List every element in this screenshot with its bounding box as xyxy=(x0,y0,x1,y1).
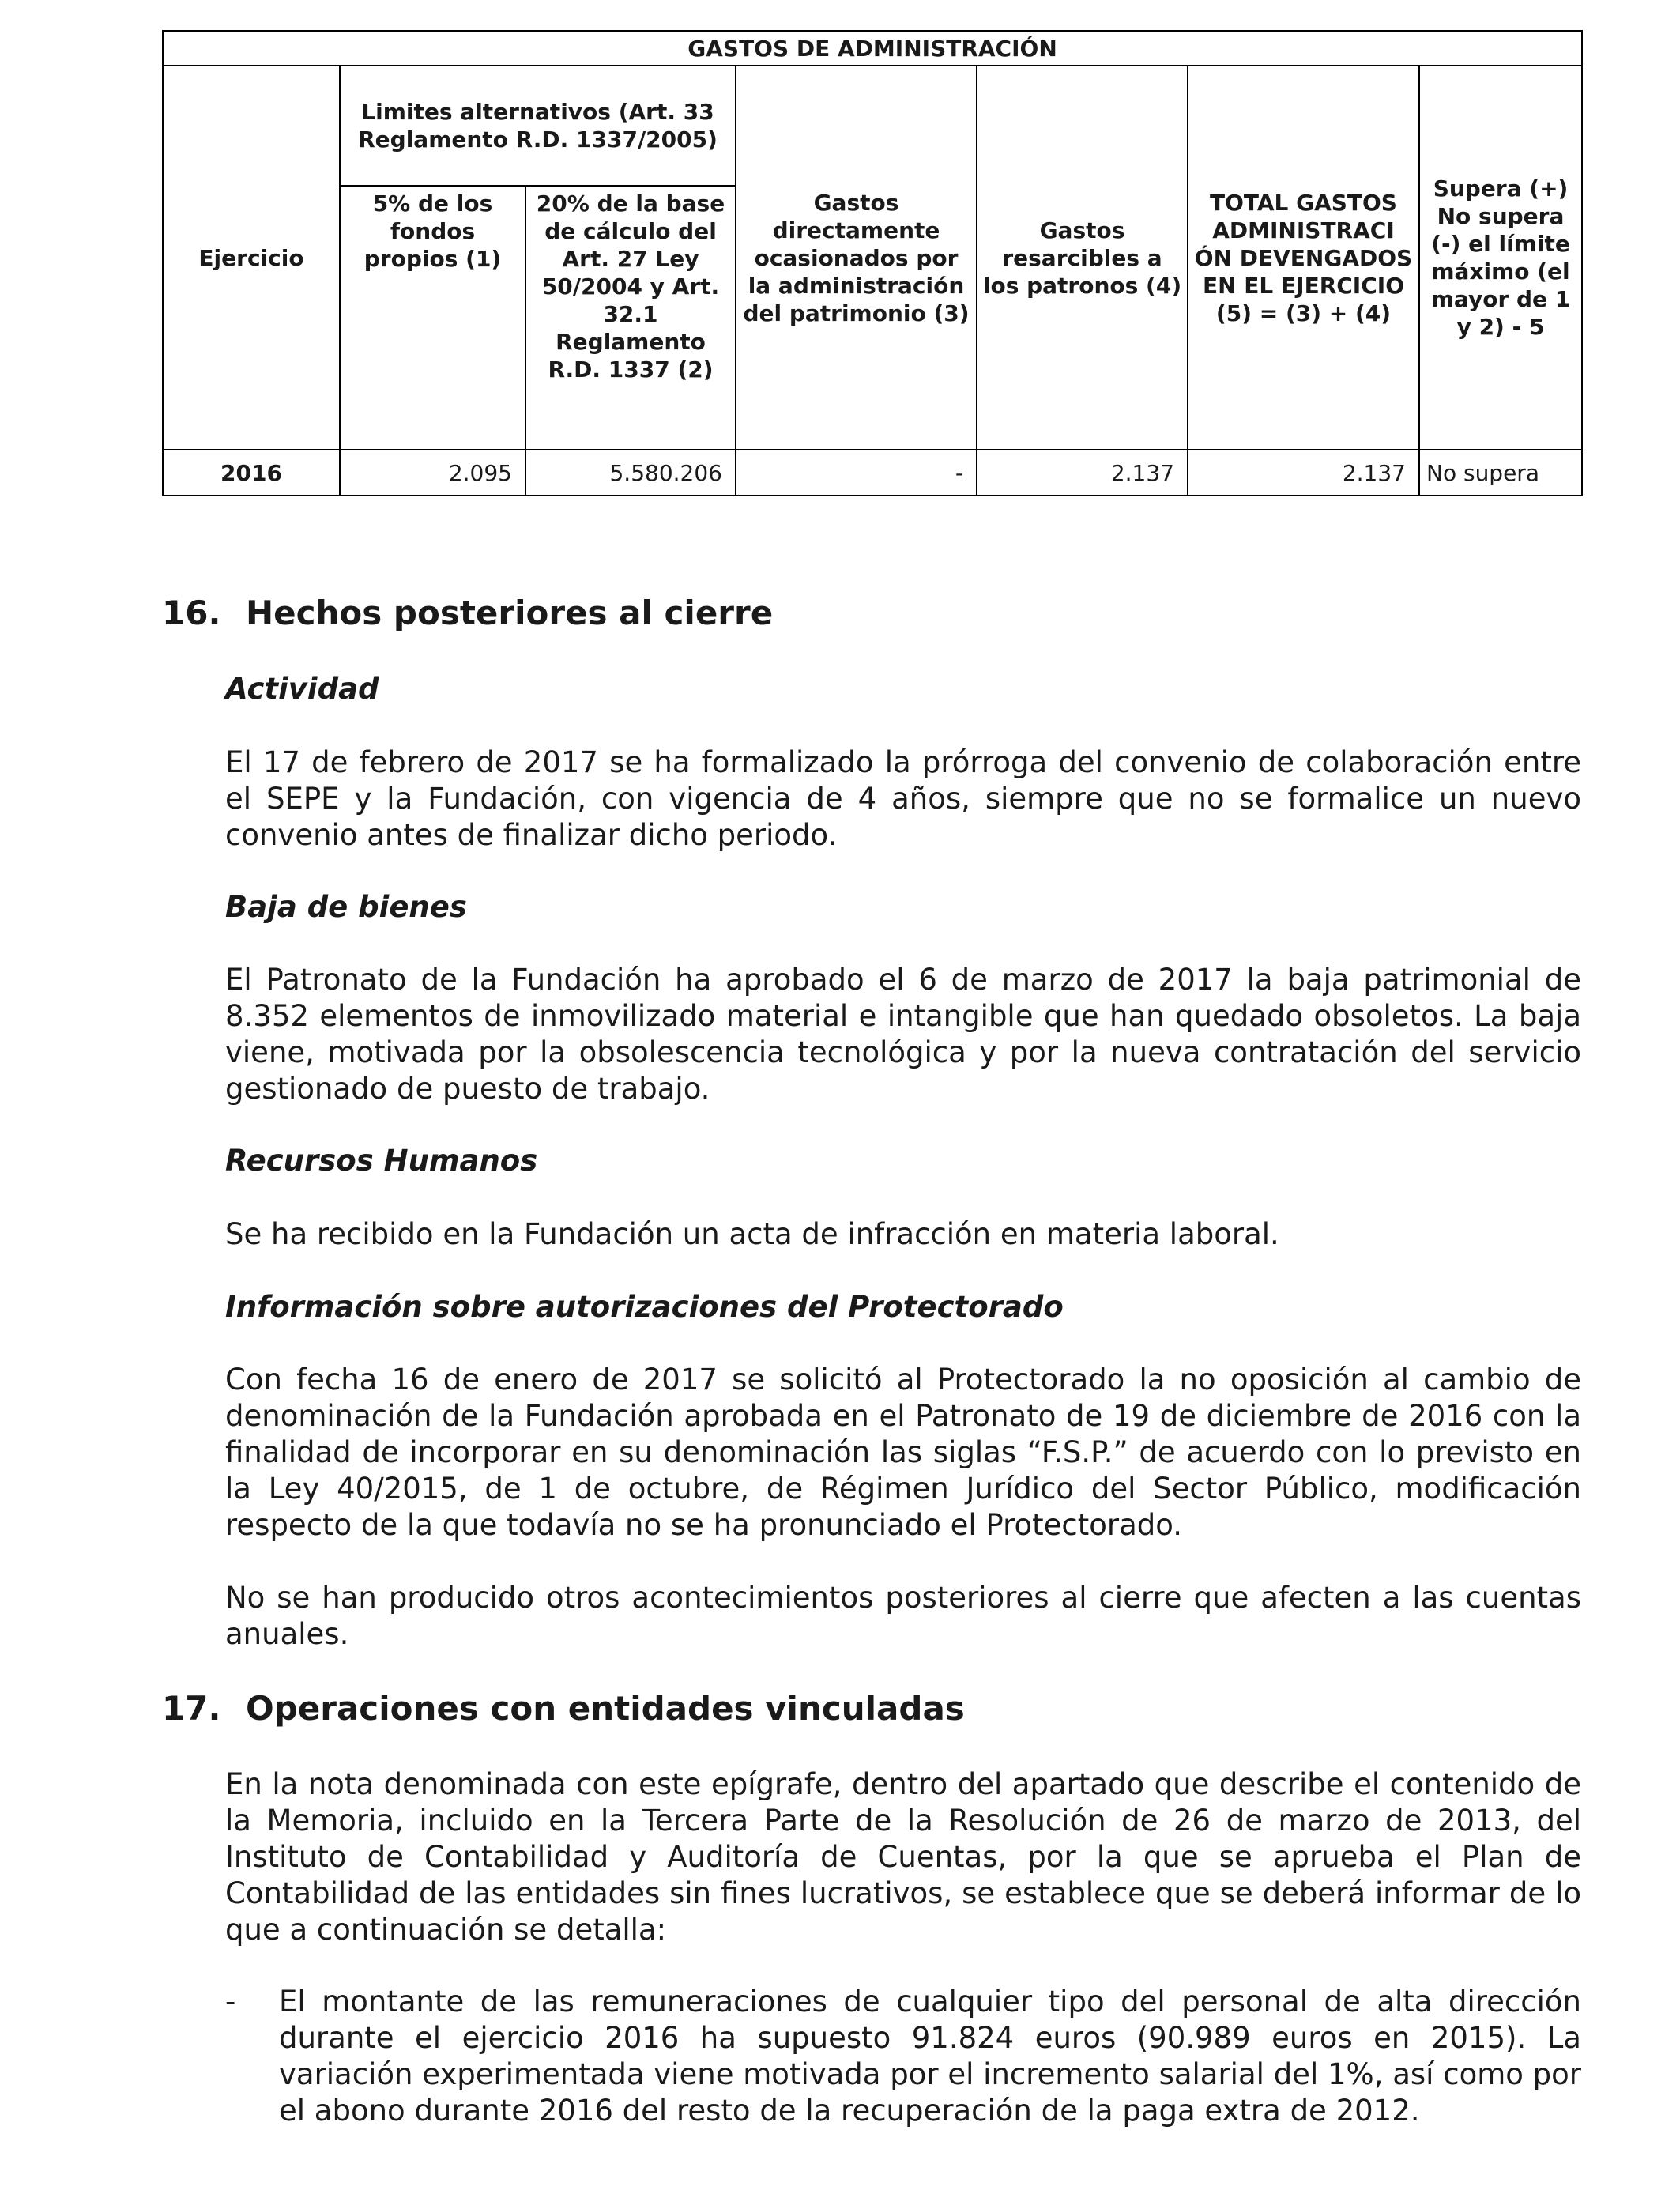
section-17-heading xyxy=(162,1688,965,1729)
cell-supera: No supera xyxy=(1419,450,1582,496)
gastos-administracion-table xyxy=(162,30,1583,496)
header-ejercicio: Ejercicio xyxy=(163,66,340,450)
cell-total: 2.137 xyxy=(1188,450,1419,496)
paragraph-recursos-humanos: Se ha recibido en la Fundación un acta de infracción en materia laboral. xyxy=(225,1217,1279,1251)
header-total-gastos: TOTAL GASTOS ADMINISTRACI ÓN DEVENGADOS EN EL EJERCICIO (5) = (3) + (4) xyxy=(1188,66,1419,450)
cell-year: 2016 xyxy=(163,450,340,496)
header-gastos-directos: Gastos directamente ocasionados por la administración del patrimonio (3) xyxy=(736,66,977,450)
section-number: 16. xyxy=(162,594,221,632)
bullet-item: El montante de las remuneraciones de cualquier tipo del personal de alta dirección durante el ejercicio 2016 ha supuesto 91.824 euros (90.989 euros en 2015). La variación experimentada viene motivada por el incremento salarial del 1%, así como por el abono durante 2016 del resto de la recuperación de la paga extra de 2012. xyxy=(279,1985,1581,2128)
section-title: Operaciones con entidades vinculadas xyxy=(246,1689,965,1728)
paragraph-closing: No se han producido otros acontecimientos posteriores al cierre que afecten a las cuentas anuales. xyxy=(225,1581,1581,1651)
table-row xyxy=(163,450,1582,496)
header-supera: Supera (+) No supera (-) el límite máximo (el mayor de 1 y 2) - 5 xyxy=(1419,66,1582,450)
paragraph-baja-bienes: El Patronato de la Fundación ha aprobado el 6 de marzo de 2017 la baja patrimonial de 8.352 elementos de inmovilizado material e intangible que han quedado obsoletos. La baja viene, motivada por la obsolescencia tecnológica y por la nueva contratación del servicio gestionado de puesto de trabajo. xyxy=(225,963,1581,1106)
subheading-baja-bienes: Baja de bienes xyxy=(225,890,467,924)
section-16-heading xyxy=(162,593,773,634)
section-title: Hechos posteriores al cierre xyxy=(246,594,774,632)
subheading-actividad: Actividad xyxy=(225,672,379,706)
header-20pct: 20% de la base de cálculo del Art. 27 Ley 50/2004 y Art. 32.1 Reglamento R.D. 1337 (2) xyxy=(525,186,736,450)
header-limites-alternativos: Limites alternativos (Art. 33 Reglamento R.D. 1337/2005) xyxy=(340,66,736,186)
paragraph-intro: En la nota denominada con este epígrafe, dentro del apartado que describe el contenido de la Memoria, incluido en la Tercera Parte de la Resolución de 26 de marzo de 2013, del Instituto de Contabilidad y Auditoría de Cuentas, por la que se aprueba el Plan de Contabilidad de las entidades sin fines lucrativos, se establece que se deberá informar de lo que a continuación se detalla: xyxy=(225,1767,1581,1947)
paragraph-informacion-protectorado: Con fecha 16 de enero de 2017 se solicitó al Protectorado la no oposición al cambio de denominación de la Fundación aprobada en el Patronato de 19 de diciembre de 2016 con la finalidad de incorporar en su denominación las siglas “F.S.P.” de acuerdo con lo previsto en la Ley 40/2015, de 1 de octubre, de Régimen Jurídico del Sector Público, modificación respecto de la que todavía no se ha pronunciado el Protectorado. xyxy=(225,1363,1581,1542)
subheading-informacion-protectorado: Información sobre autorizaciones del Protectorado xyxy=(225,1290,1064,1324)
bullet-marker: - xyxy=(225,1985,236,2019)
cell-gastos-resarcibles: 2.137 xyxy=(977,450,1188,496)
header-5pct: 5% de los fondos propios (1) xyxy=(340,186,525,450)
header-gastos-resarcibles: Gastos resarcibles a los patronos (4) xyxy=(977,66,1188,450)
cell-20pct: 5.580.206 xyxy=(525,450,736,496)
cell-5pct: 2.095 xyxy=(340,450,525,496)
paragraph-actividad: El 17 de febrero de 2017 se ha formalizado la prórroga del convenio de colaboración entre el SEPE y la Fundación, con vigencia de 4 años, siempre que no se formalice un nuevo convenio antes de finalizar dicho periodo. xyxy=(225,745,1581,852)
section-number: 17. xyxy=(162,1689,221,1728)
subheading-recursos-humanos: Recursos Humanos xyxy=(225,1144,538,1178)
cell-gastos-directos: - xyxy=(736,450,977,496)
table-title: GASTOS DE ADMINISTRACIÓN xyxy=(163,31,1582,66)
